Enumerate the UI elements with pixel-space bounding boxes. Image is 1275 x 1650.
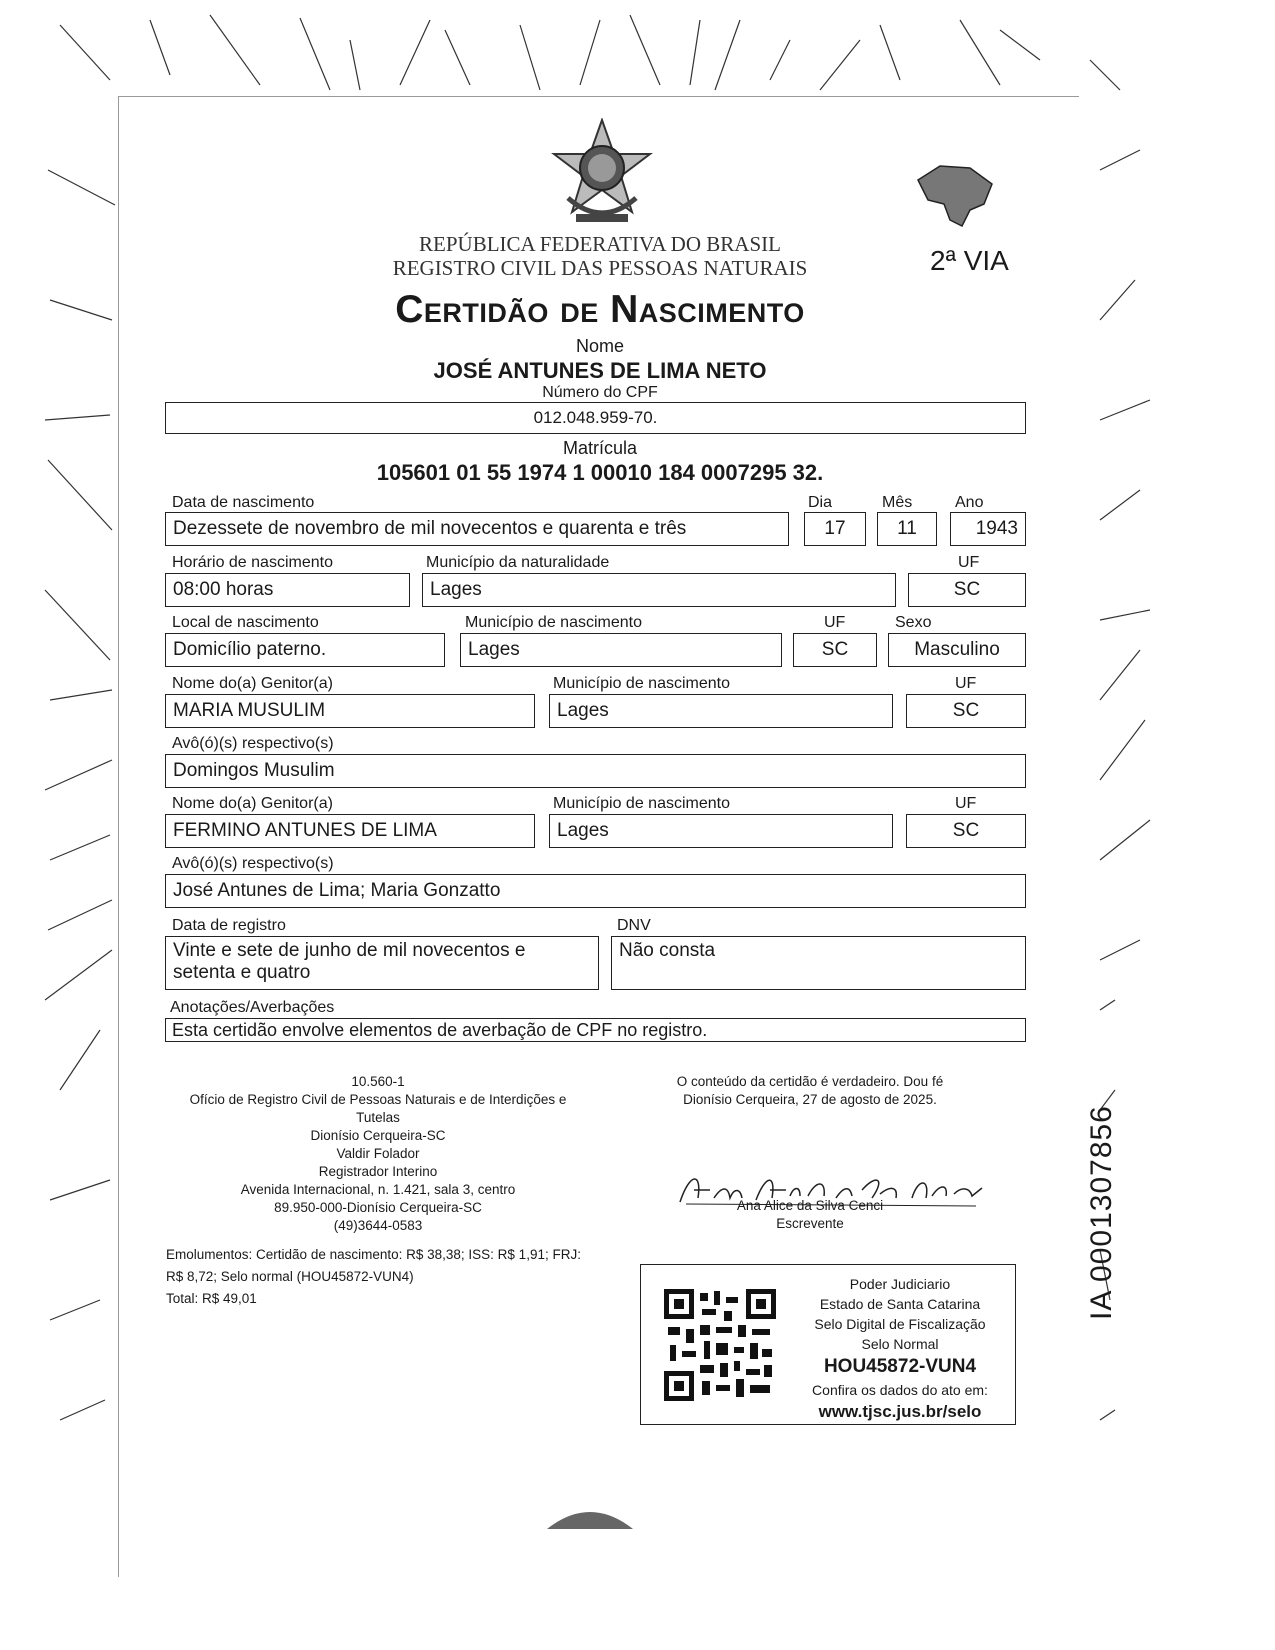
parent2-uf-label: UF xyxy=(955,795,977,812)
seal-check: Confira os dados do ato em: xyxy=(812,1382,988,1398)
nat-city-label: Município da naturalidade xyxy=(426,554,610,571)
sex-label: Sexo xyxy=(895,614,932,631)
signer-name: Ana Alice da Silva Cenci xyxy=(736,1198,884,1213)
office-name-line2: Tutelas xyxy=(356,1110,400,1125)
parent1-city-field: Lages xyxy=(549,694,893,728)
office-cep: 89.950-000-Dionísio Cerqueira-SC xyxy=(274,1200,482,1215)
notes-label: Anotações/Averbações xyxy=(170,999,335,1016)
birth-time-label: Horário de nascimento xyxy=(172,554,333,571)
page-title: Certidão de Nascimento xyxy=(395,288,805,331)
office-registrar: Valdir Folador xyxy=(336,1146,420,1161)
attestation-line2: Dionísio Cerqueira, 27 de agosto de 2025. xyxy=(683,1092,937,1107)
birth-uf-label: UF xyxy=(824,614,846,631)
parent1-name-label: Nome do(a) Genitor(a) xyxy=(172,675,333,692)
year-field: 1943 xyxy=(950,512,1026,546)
registration-date-field xyxy=(165,936,599,990)
seal-code: HOU45872-VUN4 xyxy=(823,1356,977,1377)
seal-text xyxy=(790,1274,1010,1424)
parent2-name-label: Nome do(a) Genitor(a) xyxy=(172,795,333,812)
birth-date-label: Data de nascimento xyxy=(172,494,315,511)
office-code: 10.560-1 xyxy=(351,1074,405,1089)
parent1-grand-field: Domingos Musulim xyxy=(165,754,1026,788)
month-label: Mês xyxy=(882,494,913,511)
serial-number: IA 0001307856 xyxy=(1085,1105,1118,1320)
notes-field: Esta certidão envolve elementos de averbação de CPF no registro. xyxy=(165,1018,1026,1042)
copy-number: 2ª VIA xyxy=(930,245,1009,276)
seal-line2: Estado de Santa Catarina xyxy=(819,1296,981,1312)
parent2-grand-field: José Antunes de Lima; Maria Gonzatto xyxy=(165,874,1026,908)
fees-line2: R$ 8,72; Selo normal (HOU45872-VUN4) xyxy=(166,1269,414,1284)
signer-block xyxy=(660,1197,960,1233)
country-heading: REPÚBLICA FEDERATIVA DO BRASIL xyxy=(419,232,781,256)
dnv-label: DNV xyxy=(617,917,651,934)
bottom-emblem-icon xyxy=(545,1505,635,1529)
year-label: Ano xyxy=(955,494,984,511)
nat-uf-field: SC xyxy=(908,573,1026,607)
seal-line3: Selo Digital de Fiscalização xyxy=(814,1316,986,1332)
parent2-city-field: Lages xyxy=(549,814,893,848)
person-name: JOSÉ ANTUNES DE LIMA NETO xyxy=(433,358,767,383)
registry-heading: REGISTRO CIVIL DAS PESSOAS NATURAIS xyxy=(392,256,808,280)
registration-date-line2: setenta e quatro xyxy=(173,962,311,983)
office-block xyxy=(168,1073,588,1235)
birth-uf-field: SC xyxy=(793,633,877,667)
parent1-city-label: Município de nascimento xyxy=(553,675,730,692)
attestation-block xyxy=(660,1073,960,1109)
registration-date-line1: Vinte e sete de junho de mil novecentos e xyxy=(173,940,526,961)
month-field: 11 xyxy=(877,512,937,546)
nat-uf-label: UF xyxy=(958,554,980,571)
registration-date-label: Data de registro xyxy=(172,917,286,934)
sex-field: Masculino xyxy=(888,633,1026,667)
birth-place-label: Local de nascimento xyxy=(172,614,319,631)
qr-code-icon[interactable] xyxy=(664,1289,776,1401)
parent1-uf-field: SC xyxy=(906,694,1026,728)
signer-role: Escrevente xyxy=(776,1216,844,1231)
birth-place-field: Domicílio paterno. xyxy=(165,633,445,667)
office-role: Registrador Interino xyxy=(318,1164,438,1179)
cpf-label: Número do CPF xyxy=(542,384,658,401)
cpf-field: 012.048.959-70. xyxy=(165,402,1026,434)
attestation-line1: O conteúdo da certidão é verdadeiro. Dou fé xyxy=(676,1074,944,1089)
nat-city-field: Lages xyxy=(422,573,896,607)
seal-line1: Poder Judiciario xyxy=(849,1276,951,1292)
parent1-name-field: MARIA MUSULIM xyxy=(165,694,535,728)
office-phone: (49)3644-0583 xyxy=(333,1218,423,1233)
coat-of-arms-emblem xyxy=(548,118,656,228)
name-label: Nome xyxy=(575,336,624,356)
parent1-grand-label: Avô(ó)(s) respectivo(s) xyxy=(172,735,334,752)
brazil-map-icon xyxy=(910,160,1002,230)
dnv-field: Não consta xyxy=(611,936,1026,990)
matricula-number: 105601 01 55 1974 1 00010 184 0007295 32. xyxy=(376,460,824,485)
fees-block xyxy=(166,1244,626,1310)
day-field: 17 xyxy=(804,512,866,546)
birth-date-field: Dezessete de novembro de mil novecentos e quarenta e três xyxy=(165,512,789,546)
parent1-uf-label: UF xyxy=(955,675,977,692)
fees-line1: Emolumentos: Certidão de nascimento: R$ 38,38; ISS: R$ 1,91; FRJ: xyxy=(166,1247,581,1262)
matricula-label: Matrícula xyxy=(562,438,638,458)
day-label: Dia xyxy=(808,494,833,511)
parent2-uf-field: SC xyxy=(906,814,1026,848)
seal-line4: Selo Normal xyxy=(861,1336,939,1352)
office-name-line1: Ofício de Registro Civil de Pessoas Naturais e de Interdições e xyxy=(189,1092,567,1107)
parent2-city-label: Município de nascimento xyxy=(553,795,730,812)
parent2-grand-label: Avô(ó)(s) respectivo(s) xyxy=(172,855,334,872)
parent2-name-field: FERMINO ANTUNES DE LIMA xyxy=(165,814,535,848)
fees-total: Total: R$ 49,01 xyxy=(166,1291,257,1306)
office-address: Avenida Internacional, n. 1.421, sala 3, centro xyxy=(240,1182,516,1197)
birth-city-label: Município de nascimento xyxy=(465,614,642,631)
birth-time-field: 08:00 horas xyxy=(165,573,410,607)
office-city: Dionísio Cerqueira-SC xyxy=(310,1128,446,1143)
birth-city-field: Lages xyxy=(460,633,782,667)
seal-url[interactable]: www.tjsc.jus.br/selo xyxy=(818,1402,982,1421)
